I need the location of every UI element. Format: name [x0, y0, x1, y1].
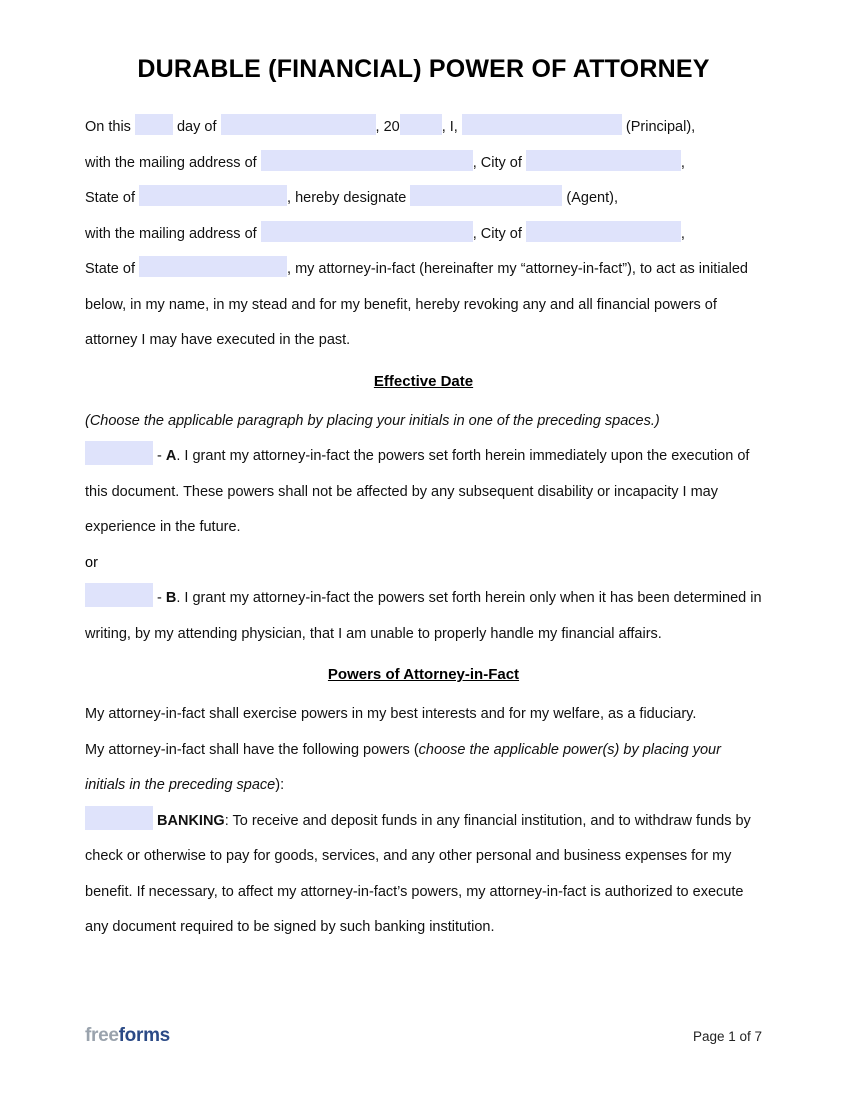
banking-text: : To receive and deposit funds in any financial institution, and to withdraw funds by check or otherwise to pay for goods, services, and any other personal and business expenses for my benefit. If necessary, to affect my attorney-in-fact’s powers, my attorney-in-fact is authorized to execute any document required to be signed by such banking institution.: [85, 812, 751, 935]
option-a-letter: A: [165, 448, 177, 464]
option-b-text: . I grant my attorney-in-fact the powers set forth herein only when it has been determined in writing, by my attending physician, that I am unable to properly handle my financial affairs.: [85, 590, 762, 642]
powers-paragraph-1: My attorney-in-fact shall exercise powers in my best interests and for my welfare, as a fiduciary.: [85, 706, 697, 722]
banking-initials-blank[interactable]: [85, 806, 153, 830]
principal-state-blank[interactable]: [139, 185, 287, 206]
intro-text-7: , City of: [472, 154, 526, 171]
option-a-prefix: -: [153, 448, 166, 464]
intro-text-12: with the mailing address of: [85, 225, 261, 242]
intro-text-3: , 20: [375, 119, 400, 135]
agent-address-blank[interactable]: [261, 221, 473, 242]
intro-text-14: ,: [680, 225, 685, 242]
intro-text-6: with the mailing address of: [85, 154, 261, 171]
option-a-paragraph: [85, 439, 762, 546]
principal-address-paragraph: [85, 146, 762, 182]
page-footer: [85, 1025, 762, 1047]
effective-date-instruction: (Choose the applicable paragraph by placing your initials in one of the preceding spaces.): [85, 412, 660, 429]
powers-text-italic: choose the applicable power(s) by placing your initials in the preceding space: [85, 741, 721, 793]
document-content: [85, 55, 762, 946]
powers-text-b: ):: [275, 777, 285, 793]
logo-free-text: free: [85, 1025, 119, 1046]
intro-text-13: , City of: [472, 225, 526, 242]
option-b-prefix: -: [153, 590, 166, 606]
agent-address-paragraph: [85, 217, 762, 253]
option-b-letter: B: [165, 590, 177, 606]
page-number: Page 1 of 7: [692, 1028, 762, 1044]
option-b-paragraph: [85, 581, 762, 652]
banking-paragraph: [85, 804, 762, 946]
intro-text-2: day of: [172, 119, 221, 135]
freeforms-logo: [85, 1025, 170, 1047]
agent-city-blank[interactable]: [526, 221, 681, 242]
principal-name-blank[interactable]: [462, 114, 622, 135]
banking-label: BANKING: [153, 812, 225, 829]
day-blank[interactable]: [135, 114, 173, 135]
intro-text-15: State of: [85, 261, 140, 277]
option-b-initials-blank[interactable]: [85, 583, 153, 607]
agent-state-blank[interactable]: [139, 256, 287, 277]
option-a-initials-blank[interactable]: [85, 441, 153, 465]
intro-text-5: (Principal),: [621, 119, 696, 135]
intro-text-9: State of: [85, 190, 140, 206]
intro-text-1: On this: [85, 119, 135, 135]
year-blank[interactable]: [400, 114, 442, 135]
intro-text-11: (Agent),: [562, 190, 618, 206]
principal-state-paragraph: [85, 181, 762, 217]
logo-forms-text: forms: [118, 1025, 170, 1046]
powers-text-a: My attorney-in-fact shall have the following powers (: [85, 741, 419, 758]
effective-date-heading: Effective Date: [373, 372, 474, 390]
powers-heading: Powers of Attorney-in-Fact: [327, 666, 520, 683]
intro-text-4: , I,: [441, 119, 462, 135]
agent-state-paragraph: [85, 252, 762, 359]
intro-paragraph: [85, 110, 762, 146]
option-a-text: . I grant my attorney-in-fact the powers set forth herein immediately upon the execution of this document. These powers shall not be affected by any subsequent disability or incapacity I may experience in the future.: [85, 448, 750, 535]
intro-text-8: ,: [680, 154, 685, 171]
powers-paragraph-2: [85, 733, 762, 804]
month-blank[interactable]: [221, 114, 376, 135]
page-title: DURABLE (FINANCIAL) POWER OF ATTORNEY: [137, 55, 710, 83]
intro-text-10: , hereby designate: [287, 190, 411, 206]
principal-city-blank[interactable]: [526, 150, 681, 171]
intro-text-16: , my attorney-in-fact (hereinafter my “attorney-in-fact”), to act as initialed below, in my name, in my stead and for my benefit, hereby revoking any and all financial powers of attorney I may have executed in the past.: [85, 261, 748, 348]
or-label: or: [85, 554, 98, 571]
principal-address-blank[interactable]: [261, 150, 473, 171]
agent-name-blank[interactable]: [410, 185, 562, 206]
